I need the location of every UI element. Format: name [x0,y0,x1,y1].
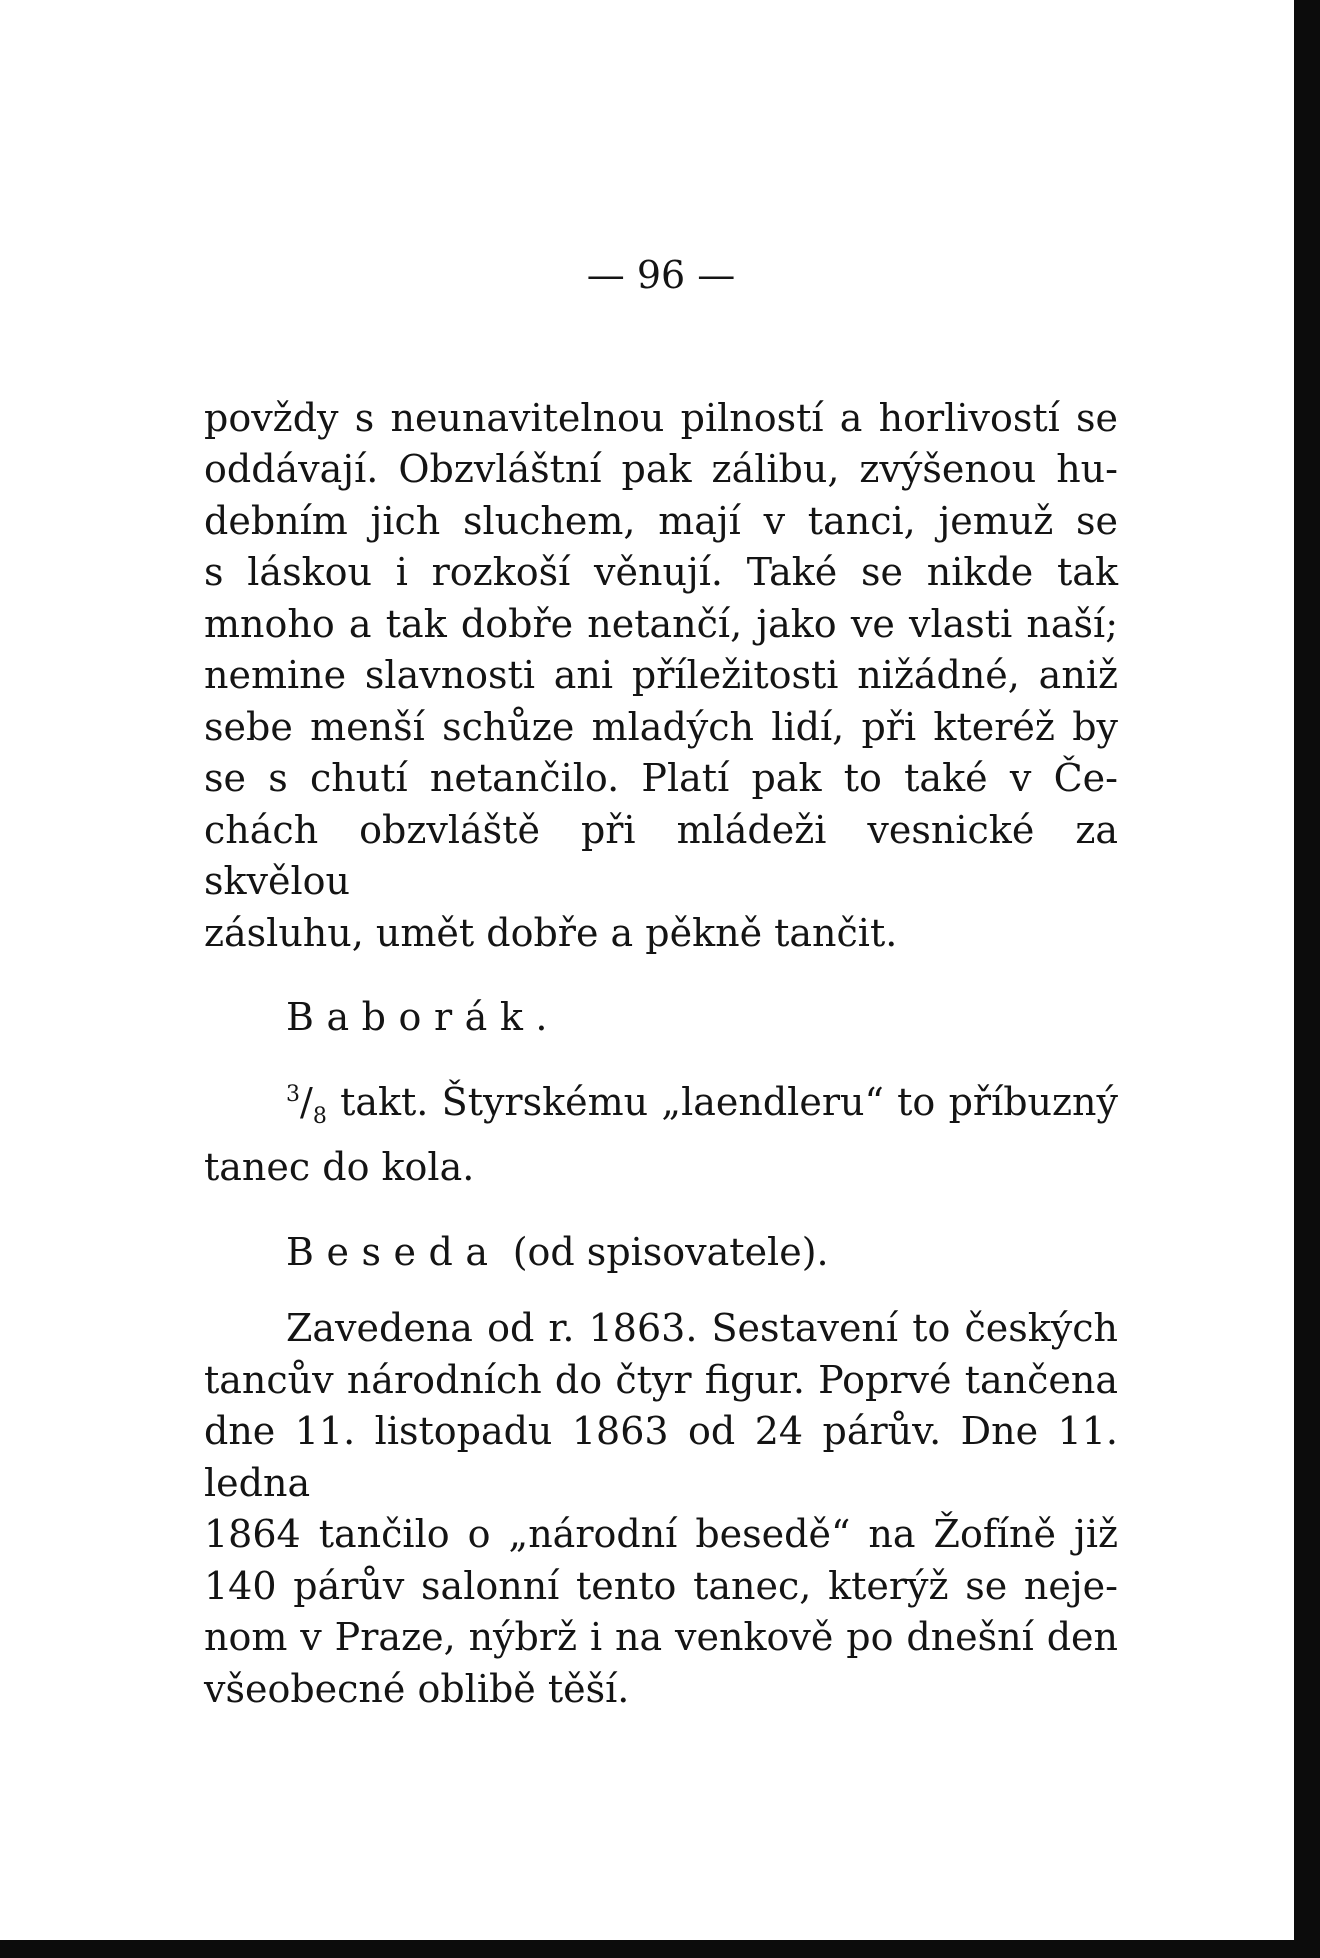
text-line: tanec do kola. [204,1145,475,1189]
text-line: chách obzvláště při mládeži vesnické za skvělou [204,807,1118,903]
entry-body-beseda [204,1303,1118,1715]
page-number: — 96 — [586,253,736,297]
text-line: všeobecné oblibě těší. [204,1666,630,1711]
text-line: se s chutí netančilo. Platí pak to také v Če- [204,756,1118,800]
spacer [204,959,1118,992]
text-run: takt. Štyrskému „laendleru“ to příbuzný [326,1079,1118,1124]
text-line: s láskou i rozkoší věnují. Také se nikde tak [204,550,1118,594]
text-line: mnoho a tak dobře netančí, jako ve vlasti naší; [204,601,1118,646]
text-line: sebe menší schůze mladých lidí, při kteréž by [204,704,1118,749]
text-line: 1864 tančilo o „národní besedě“ na Žofíně již [204,1512,1118,1556]
entry-heading-baborak [204,992,1118,1044]
spacer [204,1044,1118,1069]
spacer [204,1278,1118,1303]
fraction-denominator: 8 [312,1103,327,1129]
text-line: nom v Praze, nýbrž i na venkově po dnešní den [204,1615,1118,1659]
entry-title: Beseda [286,1229,501,1274]
text-line: debním jich sluchem, mají v tanci, jemuž se [204,498,1118,543]
text-line: tancův národních do čtyr figur. Poprvé tančena [204,1357,1118,1402]
entry-title: Baborák. [286,995,561,1039]
page-text [204,250,1118,1715]
text-line: Zavedena od r. 1863. Sestavení to českých [286,1306,1118,1350]
text-line: zásluhu, umět dobře a pěkně tančit. [204,910,898,955]
text-line: oddávají. Obzvláštní pak zálibu, zvýšenou hu- [204,447,1118,491]
entry-body-baborak [204,1069,1118,1194]
entry-heading-beseda [204,1227,1118,1279]
text-line: $^3/_8$ takt. Štyrskému „laendleru“ to příbuzný [286,1079,1118,1129]
text-line: 140 párův salonní tento tanec, kterýž se neje- [204,1563,1118,1608]
fraction-numerator: 3 [286,1081,300,1107]
intro-paragraph [204,393,1118,960]
text-line: nemine slavnosti ani příležitosti nižádné, aniž [204,653,1118,697]
text-line: povždy s neunavitelnou pilností a horlivostí se [204,395,1118,440]
spacer [204,1194,1118,1227]
scan-edge-bottom [0,1940,1320,1958]
text-line: dne 11. listopadu 1863 od 24 párův. Dne 11. ledna [204,1409,1118,1505]
scan-edge-right [1294,0,1320,1958]
entry-subtitle: (od spisovatele). [500,1229,829,1274]
